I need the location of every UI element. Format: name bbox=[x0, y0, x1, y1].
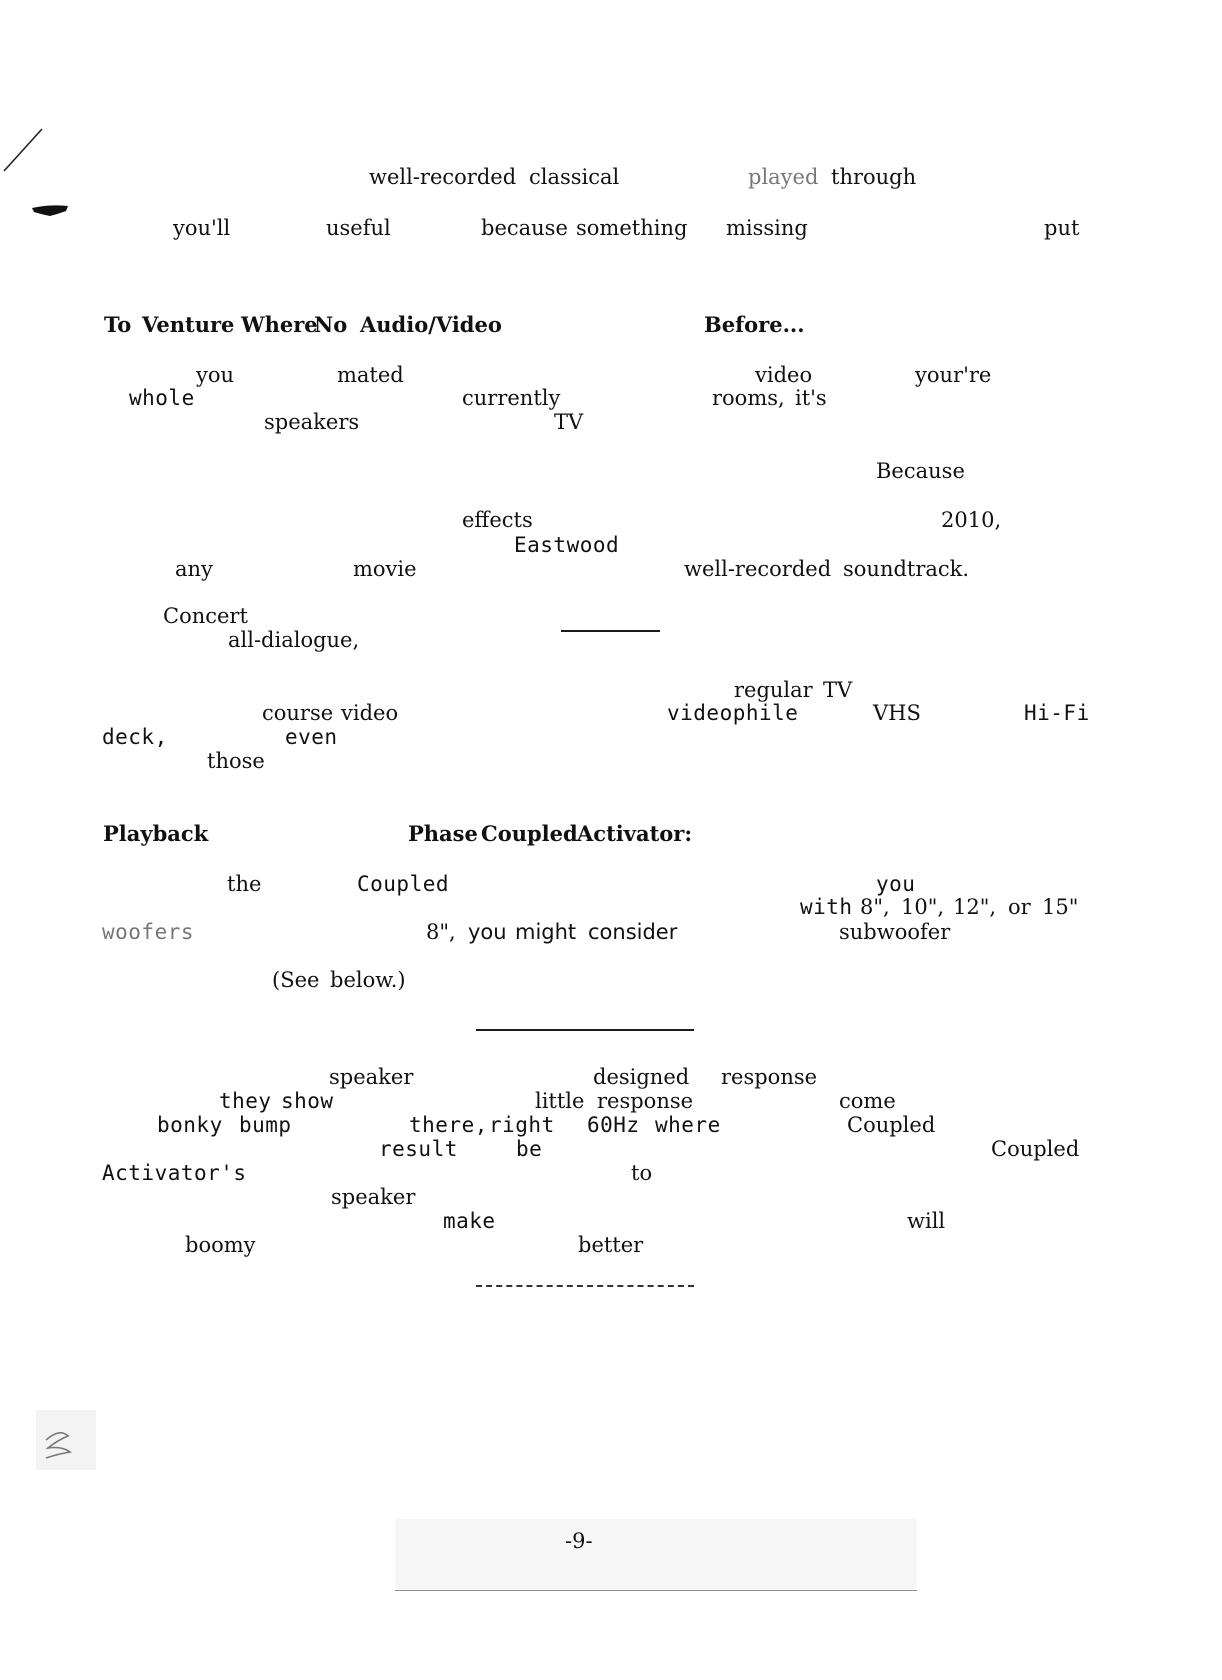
word: played bbox=[748, 165, 819, 189]
word: or bbox=[1008, 895, 1031, 919]
word: better bbox=[578, 1233, 644, 1257]
word: Coupled bbox=[357, 872, 450, 896]
word: Coupled bbox=[991, 1137, 1080, 1161]
footer-rule bbox=[395, 1590, 917, 1591]
word: regular bbox=[734, 678, 813, 702]
word: might bbox=[515, 920, 577, 944]
word: 15" bbox=[1042, 895, 1079, 919]
word: TV bbox=[554, 410, 584, 434]
word: classical bbox=[529, 165, 620, 189]
word: rooms, bbox=[712, 386, 785, 410]
word: 8", bbox=[860, 895, 890, 919]
word: Activator's bbox=[102, 1161, 247, 1185]
word: whole bbox=[129, 386, 195, 410]
footer-band bbox=[395, 1519, 917, 1589]
word: speaker bbox=[331, 1185, 416, 1209]
word: all-dialogue, bbox=[228, 628, 360, 652]
word: your're bbox=[915, 363, 992, 387]
word: Hi-Fi bbox=[1024, 701, 1090, 725]
word: will bbox=[907, 1209, 946, 1233]
word: through bbox=[831, 165, 917, 189]
word: consider bbox=[588, 920, 678, 944]
page-number: -9- bbox=[565, 1529, 593, 1553]
word: response bbox=[721, 1065, 818, 1089]
word: they bbox=[219, 1089, 272, 1113]
word: woofers bbox=[102, 920, 195, 944]
word: you'll bbox=[173, 216, 231, 240]
word: boomy bbox=[185, 1233, 256, 1257]
word: bonky bbox=[157, 1113, 223, 1137]
word: Eastwood bbox=[514, 533, 620, 557]
word: response bbox=[597, 1089, 694, 1113]
word: effects bbox=[462, 508, 533, 532]
word: result bbox=[379, 1137, 458, 1161]
word: Because bbox=[876, 459, 965, 483]
section-divider bbox=[476, 1285, 694, 1287]
word: designed bbox=[593, 1065, 690, 1089]
heading-word: Where bbox=[241, 312, 318, 337]
word: you bbox=[196, 363, 235, 387]
word: right bbox=[489, 1113, 555, 1137]
word: you bbox=[468, 920, 507, 944]
pen-stroke-mark bbox=[0, 125, 50, 175]
word: with bbox=[800, 895, 853, 919]
word: TV bbox=[823, 678, 853, 702]
word: below.) bbox=[330, 968, 406, 992]
heading-word: Playback bbox=[103, 821, 209, 846]
word: show bbox=[281, 1089, 334, 1113]
word: something bbox=[576, 216, 688, 240]
ink-blot-mark bbox=[30, 202, 72, 220]
word: you bbox=[876, 872, 916, 896]
word: there, bbox=[409, 1113, 488, 1137]
word: currently bbox=[462, 386, 561, 410]
heading-word: To bbox=[104, 312, 132, 337]
word: soundtrack. bbox=[843, 557, 970, 581]
word: (See bbox=[272, 968, 320, 992]
section-divider bbox=[561, 630, 660, 632]
word: any bbox=[175, 557, 213, 581]
word: because bbox=[481, 216, 568, 240]
word: where bbox=[655, 1113, 721, 1137]
word: course bbox=[262, 701, 334, 725]
word: make bbox=[443, 1209, 496, 1233]
word: speakers bbox=[264, 410, 360, 434]
heading-word: Before... bbox=[704, 312, 805, 337]
word: the bbox=[227, 872, 262, 896]
word: well-recorded bbox=[684, 557, 832, 581]
word: speaker bbox=[329, 1065, 414, 1089]
word: well-recorded bbox=[369, 165, 517, 189]
word: 2010, bbox=[941, 508, 1002, 532]
word: put bbox=[1044, 216, 1080, 240]
word: useful bbox=[326, 216, 391, 240]
word: 8", bbox=[426, 920, 456, 944]
heading-word: Phase bbox=[408, 821, 478, 846]
word: come bbox=[839, 1089, 896, 1113]
word: deck, bbox=[102, 725, 168, 749]
heading-word: Audio/Video bbox=[360, 312, 502, 337]
word: to bbox=[631, 1161, 653, 1185]
word: even bbox=[285, 725, 338, 749]
word: 60Hz bbox=[587, 1113, 640, 1137]
word: VHS bbox=[873, 701, 921, 725]
heading-word: Activator: bbox=[577, 821, 693, 846]
section-divider bbox=[476, 1029, 694, 1031]
heading-word: Coupled bbox=[481, 821, 578, 846]
word: those bbox=[207, 749, 265, 773]
word: video bbox=[755, 363, 813, 387]
word: missing bbox=[726, 216, 808, 240]
word: 10", bbox=[901, 895, 945, 919]
word: 12", bbox=[953, 895, 997, 919]
word: videophile bbox=[667, 701, 799, 725]
word: bump bbox=[239, 1113, 292, 1137]
word: it's bbox=[795, 386, 827, 410]
heading-word: Venture bbox=[142, 312, 235, 337]
word: little bbox=[535, 1089, 585, 1113]
word: Coupled bbox=[847, 1113, 936, 1137]
heading-word: No bbox=[314, 312, 348, 337]
word: movie bbox=[353, 557, 417, 581]
word: video bbox=[341, 701, 399, 725]
word: mated bbox=[337, 363, 404, 387]
word: Concert bbox=[163, 604, 248, 628]
word: be bbox=[516, 1137, 543, 1161]
scribble-mark bbox=[36, 1410, 96, 1470]
word: subwoofer bbox=[839, 920, 951, 944]
